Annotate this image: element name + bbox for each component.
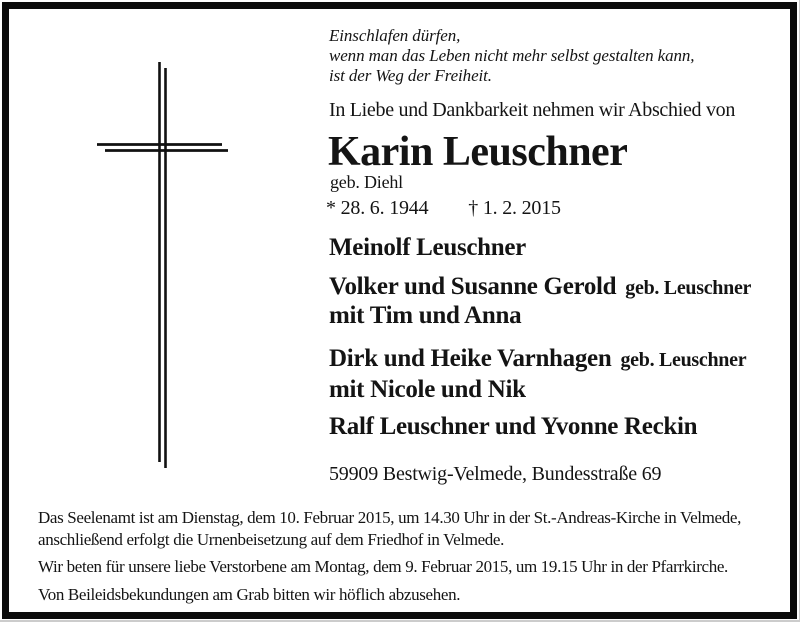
prayer-info-line: Wir beten für unsere liebe Verstorbene am Montag, dem 9. Februar 2015, um 19.15 Uhr in der Pfarrkirche. [38,557,728,576]
farewell-intro: In Liebe und Dankbarkeit nehmen wir Abschied von [329,99,736,121]
mourner-line: Ralf Leuschner und Yvonne Reckin [329,413,698,440]
service-info-line: anschließend erfolgt die Urnenbeisetzung auf dem Friedhof in Velmede. [38,530,505,549]
birth-date: * 28. 6. 1944 [326,197,429,219]
family-address: 59909 Bestwig-Velmede, Bundesstraße 69 [329,463,662,485]
mourner-maiden-name: geb. Leuschner [620,349,747,371]
memorial-cross-icon [90,55,240,475]
deceased-maiden-name: geb. Diehl [330,172,403,192]
mourner-names: Volker und Susanne Gerold [329,273,617,300]
mourner-maiden-name: geb. Leuschner [625,277,752,299]
mourner-children-line: mit Tim und Anna [329,302,522,329]
mourner-line [329,274,751,299]
mourner-children-line: mit Nicole und Nik [329,376,526,403]
epigraph-line: ist der Weg der Freiheit. [329,66,492,85]
service-info-line: Das Seelenamt ist am Dienstag, dem 10. Februar 2015, um 14.30 Uhr in der St.-Andreas-Kirche in Velmede, [38,508,741,527]
mourner-names: Dirk und Heike Varnhagen [329,345,612,372]
mourner-line [329,346,746,371]
condolence-note-line: Von Beileidsbekundungen am Grab bitten wir höflich abzusehen. [38,585,461,604]
death-date: † 1. 2. 2015 [468,197,561,219]
deceased-name: Karin Leuschner [328,129,628,175]
epigraph-line: wenn man das Leben nicht mehr selbst gestalten kann, [329,46,695,65]
mourner-line: Meinolf Leuschner [329,234,526,261]
life-dates [326,198,561,218]
epigraph-line: Einschlafen dürfen, [329,26,461,45]
